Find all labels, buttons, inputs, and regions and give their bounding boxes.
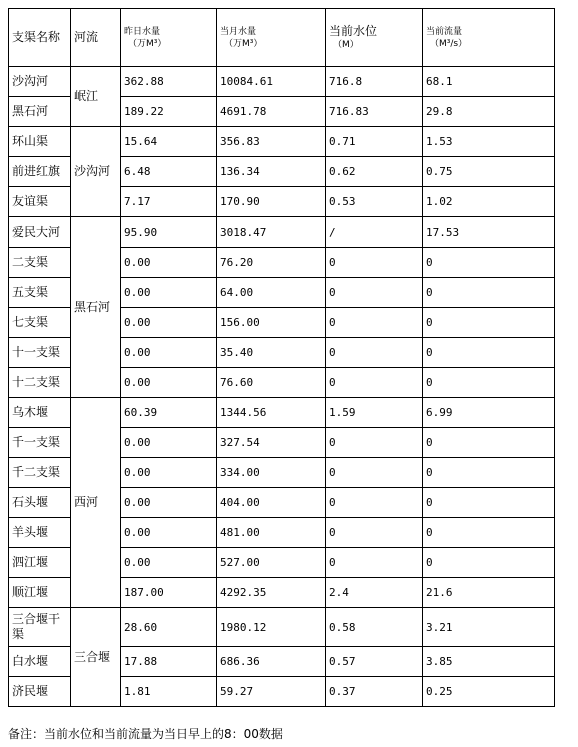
current-flow-cell: 3.21: [423, 608, 555, 647]
month-volume-cell: 76.60: [217, 368, 326, 398]
header-current-flow: [423, 9, 555, 67]
month-volume-cell: 136.34: [217, 157, 326, 187]
current-flow-cell: 0: [423, 368, 555, 398]
yesterday-volume-cell: 60.39: [121, 398, 217, 428]
canal-name-cell: 顺江堰: [9, 578, 71, 608]
month-volume-cell: 404.00: [217, 488, 326, 518]
yesterday-volume-cell: 6.48: [121, 157, 217, 187]
current-level-cell: 0.58: [326, 608, 423, 647]
current-level-cell: 0: [326, 278, 423, 308]
current-flow-cell: 29.8: [423, 97, 555, 127]
water-data-table: [8, 8, 555, 707]
current-flow-cell: 0: [423, 458, 555, 488]
canal-name-cell: 白水堰: [9, 647, 71, 677]
current-flow-cell: 21.6: [423, 578, 555, 608]
current-level-cell: 0: [326, 458, 423, 488]
canal-name-cell: 石头堰: [9, 488, 71, 518]
header-flow-unit: （M³/s）: [430, 38, 468, 49]
yesterday-volume-cell: 0.00: [121, 248, 217, 278]
yesterday-volume-cell: 187.00: [121, 578, 217, 608]
header-row: [9, 9, 555, 67]
current-level-cell: 0: [326, 248, 423, 278]
canal-name-cell: 黑石河: [9, 97, 71, 127]
current-flow-cell: 0: [423, 428, 555, 458]
header-flow-label: 当前流量: [426, 26, 463, 37]
yesterday-volume-cell: 189.22: [121, 97, 217, 127]
yesterday-volume-cell: 95.90: [121, 217, 217, 248]
yesterday-volume-cell: 0.00: [121, 518, 217, 548]
header-month-volume: [217, 9, 326, 67]
yesterday-volume-cell: 15.64: [121, 127, 217, 157]
header-month-label: 当月水量: [220, 26, 257, 37]
header-level-label: 当前水位: [329, 24, 378, 38]
current-flow-cell: 0: [423, 308, 555, 338]
header-month-unit: （万M³）: [224, 38, 263, 49]
current-level-cell: 0: [326, 308, 423, 338]
footnote: 备注：当前水位和当前流量为当日早上的8：00数据: [8, 727, 283, 741]
current-flow-cell: 17.53: [423, 217, 555, 248]
yesterday-volume-cell: 7.17: [121, 187, 217, 217]
river-group-cell: 沙沟河: [71, 127, 121, 217]
current-flow-cell: 0: [423, 248, 555, 278]
current-level-cell: 0.71: [326, 127, 423, 157]
river-group-cell: 西河: [71, 398, 121, 608]
header-yesterday-unit: （万M³）: [128, 38, 167, 49]
month-volume-cell: 334.00: [217, 458, 326, 488]
current-flow-cell: 0: [423, 518, 555, 548]
canal-name-cell: 十二支渠: [9, 368, 71, 398]
current-flow-cell: 0: [423, 278, 555, 308]
header-level-unit: （M）: [333, 40, 359, 50]
current-flow-cell: 68.1: [423, 67, 555, 97]
month-volume-cell: 3018.47: [217, 217, 326, 248]
current-level-cell: 0.53: [326, 187, 423, 217]
canal-name-cell: 环山渠: [9, 127, 71, 157]
canal-name-cell: 羊头堰: [9, 518, 71, 548]
canal-name-cell: 七支渠: [9, 308, 71, 338]
current-flow-cell: 0: [423, 488, 555, 518]
current-flow-cell: 1.02: [423, 187, 555, 217]
river-group-cell: 岷江: [71, 67, 121, 127]
canal-name-cell: 五支渠: [9, 278, 71, 308]
canal-name-cell: 乌木堰: [9, 398, 71, 428]
canal-name-cell: 三合堰干渠: [9, 608, 71, 647]
canal-name-cell: 十一支渠: [9, 338, 71, 368]
current-flow-cell: 1.53: [423, 127, 555, 157]
current-level-cell: 0: [326, 338, 423, 368]
current-level-cell: 0: [326, 548, 423, 578]
canal-name-cell: 济民堰: [9, 677, 71, 707]
month-volume-cell: 527.00: [217, 548, 326, 578]
month-volume-cell: 10084.61: [217, 67, 326, 97]
yesterday-volume-cell: 0.00: [121, 488, 217, 518]
current-level-cell: 0: [326, 428, 423, 458]
month-volume-cell: 1980.12: [217, 608, 326, 647]
month-volume-cell: 4691.78: [217, 97, 326, 127]
yesterday-volume-cell: 0.00: [121, 368, 217, 398]
table-row: [9, 127, 555, 157]
yesterday-volume-cell: 0.00: [121, 458, 217, 488]
current-level-cell: 0: [326, 518, 423, 548]
header-yesterday-volume: [121, 9, 217, 67]
yesterday-volume-cell: 1.81: [121, 677, 217, 707]
current-level-cell: 1.59: [326, 398, 423, 428]
yesterday-volume-cell: 28.60: [121, 608, 217, 647]
current-level-cell: 0: [326, 368, 423, 398]
month-volume-cell: 481.00: [217, 518, 326, 548]
current-level-cell: 0.37: [326, 677, 423, 707]
canal-name-cell: 泗江堰: [9, 548, 71, 578]
header-current-level: [326, 9, 423, 67]
table-row: [9, 608, 555, 647]
month-volume-cell: 327.54: [217, 428, 326, 458]
month-volume-cell: 64.00: [217, 278, 326, 308]
current-flow-cell: 0.75: [423, 157, 555, 187]
current-level-cell: 716.83: [326, 97, 423, 127]
yesterday-volume-cell: 0.00: [121, 338, 217, 368]
month-volume-cell: 4292.35: [217, 578, 326, 608]
yesterday-volume-cell: 0.00: [121, 428, 217, 458]
canal-name-cell: 友谊渠: [9, 187, 71, 217]
current-level-cell: 0.62: [326, 157, 423, 187]
river-group-cell: 黑石河: [71, 217, 121, 398]
header-canal-name: 支渠名称: [9, 9, 71, 67]
month-volume-cell: 156.00: [217, 308, 326, 338]
canal-name-cell: 沙沟河: [9, 67, 71, 97]
table-row: [9, 67, 555, 97]
current-flow-cell: 0: [423, 548, 555, 578]
month-volume-cell: 35.40: [217, 338, 326, 368]
current-level-cell: 716.8: [326, 67, 423, 97]
canal-name-cell: 千一支渠: [9, 428, 71, 458]
month-volume-cell: 59.27: [217, 677, 326, 707]
yesterday-volume-cell: 0.00: [121, 548, 217, 578]
month-volume-cell: 356.83: [217, 127, 326, 157]
header-yesterday-label: 昨日水量: [124, 26, 161, 37]
canal-name-cell: 爱民大河: [9, 217, 71, 248]
header-river: 河流: [71, 9, 121, 67]
month-volume-cell: 1344.56: [217, 398, 326, 428]
current-level-cell: 0: [326, 488, 423, 518]
yesterday-volume-cell: 0.00: [121, 278, 217, 308]
month-volume-cell: 170.90: [217, 187, 326, 217]
current-flow-cell: 0: [423, 338, 555, 368]
current-flow-cell: 6.99: [423, 398, 555, 428]
current-level-cell: 2.4: [326, 578, 423, 608]
river-group-cell: 三合堰: [71, 608, 121, 707]
yesterday-volume-cell: 0.00: [121, 308, 217, 338]
canal-name-cell: 千二支渠: [9, 458, 71, 488]
table-row: [9, 398, 555, 428]
current-level-cell: /: [326, 217, 423, 248]
yesterday-volume-cell: 362.88: [121, 67, 217, 97]
current-level-cell: 0.57: [326, 647, 423, 677]
table-row: [9, 217, 555, 248]
yesterday-volume-cell: 17.88: [121, 647, 217, 677]
month-volume-cell: 686.36: [217, 647, 326, 677]
current-flow-cell: 0.25: [423, 677, 555, 707]
current-flow-cell: 3.85: [423, 647, 555, 677]
canal-name-cell: 前进红旗: [9, 157, 71, 187]
month-volume-cell: 76.20: [217, 248, 326, 278]
canal-name-cell: 二支渠: [9, 248, 71, 278]
table-body: [9, 9, 555, 707]
